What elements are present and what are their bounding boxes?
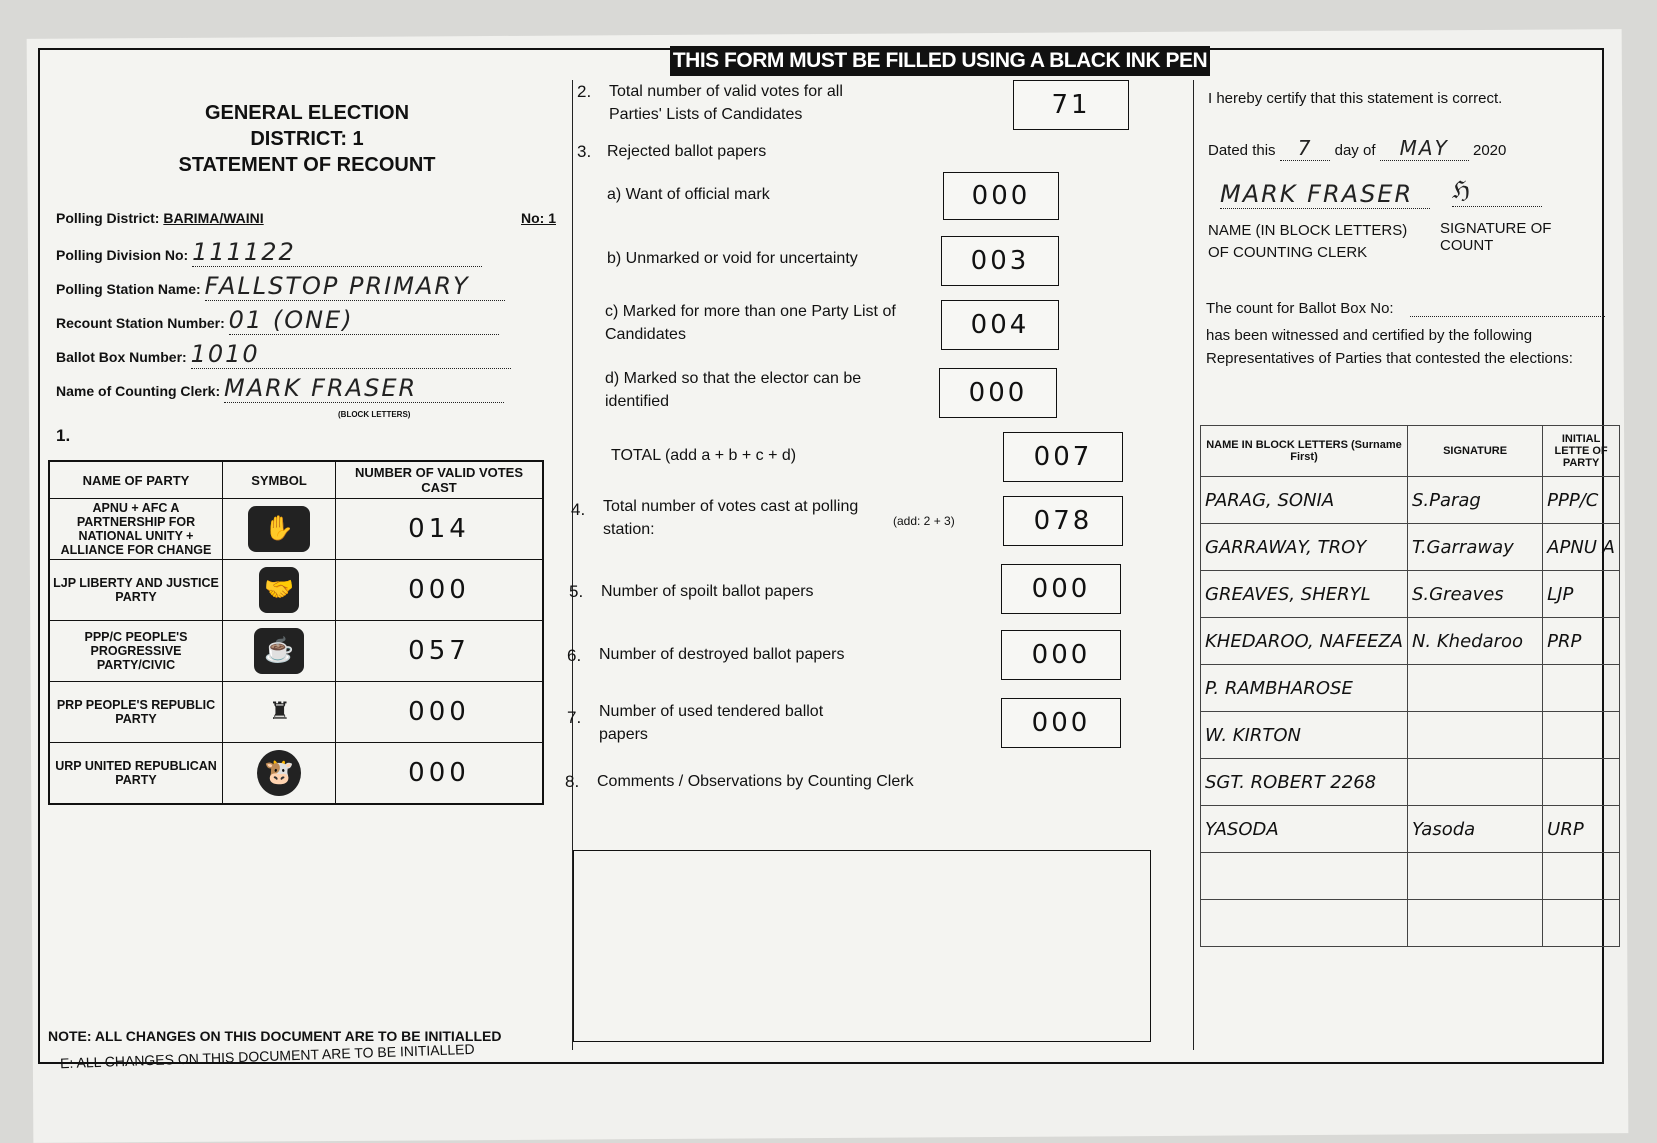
witness-statement: has been witnessed and certified by the following Representatives of Parties that contested the elections: [1206, 327, 1573, 367]
title-line-1: GENERAL ELECTION [204, 102, 410, 124]
rep-party[interactable]: PPP/C [1543, 477, 1620, 524]
rep-signature[interactable]: N. Khedaroo [1407, 618, 1542, 665]
cow-icon: 🐮 [257, 750, 301, 796]
identified-elector-box[interactable]: 000 [939, 368, 1057, 418]
form-title [48, 100, 566, 178]
dated-day[interactable]: 7 [1280, 136, 1331, 161]
table-row [1201, 806, 1620, 853]
item-7-text: Number of used tendered ballot papers [599, 703, 824, 743]
rep-name[interactable]: PARAG, SONIA [1201, 477, 1408, 524]
table-row [49, 560, 543, 621]
item-3-text: Rejected ballot papers [607, 143, 767, 160]
table-row [1201, 477, 1620, 524]
handshake-icon: 🤝 [259, 567, 299, 613]
rep-name[interactable] [1201, 853, 1408, 900]
rep-signature[interactable] [1407, 712, 1542, 759]
polling-division-field[interactable]: Polling Division No: 111122 [56, 238, 482, 267]
rep-signature[interactable]: T.Garraway [1407, 524, 1542, 571]
rep-party[interactable] [1543, 853, 1620, 900]
ink-instruction-banner: THIS FORM MUST BE FILLED USING A BLACK INK PEN [670, 46, 1210, 76]
item-2-text: Total number of valid votes for all Parties' Lists of Candidates [609, 83, 843, 123]
title-line-2: DISTRICT: 1 [250, 128, 364, 150]
rep-party[interactable] [1543, 900, 1620, 947]
rep-name[interactable]: W. KIRTON [1201, 712, 1408, 759]
rep-party[interactable]: LJP [1543, 571, 1620, 618]
destroyed-ballots-box[interactable]: 000 [1001, 630, 1121, 680]
item-2-number: 2. [577, 82, 592, 101]
header-rep-name: NAME IN BLOCK LETTERS (Surname First) [1201, 426, 1408, 477]
item-3a-text: a) Want of official mark [607, 186, 770, 203]
lamp-icon: ♜ [269, 698, 291, 725]
vote-count[interactable]: 014 [336, 499, 544, 560]
party-representatives-table [1200, 425, 1620, 947]
item-3-number: 3. [577, 142, 592, 161]
party-name: APNU + AFC A PARTNERSHIP FOR NATIONAL UNITY + ALLIANCE FOR CHANGE [49, 499, 223, 560]
item-6-text: Number of destroyed ballot papers [599, 646, 845, 663]
certify-statement: I hereby certify that this statement is correct. [1208, 90, 1503, 107]
table-row [1201, 759, 1620, 806]
party-table-header [49, 461, 543, 499]
rep-name[interactable]: KHEDAROO, NAFEEZA [1201, 618, 1408, 665]
ballot-box-field[interactable]: Ballot Box Number: 1010 [56, 340, 511, 369]
spoilt-ballots-box[interactable]: 000 [1001, 564, 1121, 614]
marked-multiple-box[interactable]: 004 [941, 300, 1059, 350]
hand-key-icon: ✋ [248, 506, 310, 552]
item-5-number: 5. [569, 582, 584, 601]
item-8-text: Comments / Observations by Counting Clerk [597, 773, 914, 790]
rep-name[interactable] [1201, 900, 1408, 947]
rep-party[interactable]: APNU A [1543, 524, 1620, 571]
item-4-add-hint: (add: 2 + 3) [893, 514, 955, 528]
polling-district-value: BARIMA/WAINI [163, 210, 264, 226]
vote-count[interactable]: 000 [336, 682, 544, 743]
signature-label: SIGNATURE OF COUNT [1440, 220, 1552, 254]
polling-station-field[interactable]: Polling Station Name: FALLSTOP PRIMARY [56, 272, 505, 301]
table-row [1201, 712, 1620, 759]
underlying-sheet-note: E: ALL CHANGES ON THIS DOCUMENT ARE TO BE INITIALLED [59, 1040, 475, 1072]
votes-cast-box[interactable]: 078 [1003, 496, 1123, 546]
item-6-number: 6. [567, 646, 582, 665]
polling-station-value: FALLSTOP PRIMARY [205, 272, 505, 301]
recount-station-value: 01 (ONE) [229, 306, 499, 335]
table-row [49, 621, 543, 682]
rep-party[interactable] [1543, 712, 1620, 759]
rep-signature[interactable]: Yasoda [1407, 806, 1542, 853]
rep-signature[interactable]: S.Parag [1407, 477, 1542, 524]
want-official-mark-box[interactable]: 000 [943, 172, 1059, 220]
item-3b-text: b) Unmarked or void for uncertainty [607, 250, 858, 267]
rep-name[interactable]: YASODA [1201, 806, 1408, 853]
section-1-number: 1. [56, 426, 71, 445]
vote-count[interactable]: 057 [336, 621, 544, 682]
clerk-name-value[interactable]: MARK FRASER [1220, 180, 1430, 209]
vote-count[interactable]: 000 [336, 743, 544, 805]
rep-signature[interactable]: S.Greaves [1407, 571, 1542, 618]
polling-district-field[interactable]: Polling District: BARIMA/WAINI No: 1 [56, 210, 556, 226]
party-name: PRP PEOPLE'S REPUBLIC PARTY [49, 682, 223, 743]
ballot-box-value: 1010 [191, 340, 511, 369]
reps-table-header [1201, 426, 1620, 477]
party-name: PPP/C PEOPLE'S PROGRESSIVE PARTY/CIVIC [49, 621, 223, 682]
rep-name[interactable]: SGT. ROBERT 2268 [1201, 759, 1408, 806]
rep-name[interactable]: GARRAWAY, TROY [1201, 524, 1408, 571]
item-8-number: 8. [565, 772, 580, 791]
party-votes-table [48, 460, 544, 805]
signature-scribble-icon: ℌ [1452, 176, 1473, 204]
rep-signature[interactable] [1407, 853, 1542, 900]
polling-division-value: 111122 [192, 238, 482, 267]
block-letters-hint: (BLOCK LETTERS) [338, 410, 411, 419]
dated-month[interactable]: MAY [1380, 136, 1469, 161]
comments-textarea[interactable] [573, 850, 1151, 1042]
vote-count[interactable]: 000 [336, 560, 544, 621]
rep-party[interactable] [1543, 759, 1620, 806]
table-row [1201, 524, 1620, 571]
rep-party[interactable] [1543, 665, 1620, 712]
header-symbol: SYMBOL [223, 461, 336, 499]
middle-column [565, 80, 1194, 1050]
rejected-total-box[interactable]: 007 [1003, 432, 1123, 482]
item-3d-text: d) Marked so that the elector can be identified [605, 370, 862, 410]
party-name: URP UNITED REPUBLICAN PARTY [49, 743, 223, 805]
rep-signature[interactable] [1407, 900, 1542, 947]
counting-clerk-value: MARK FRASER [224, 374, 504, 403]
item-7-number: 7. [567, 708, 582, 727]
title-line-3: STATEMENT OF RECOUNT [178, 154, 436, 176]
dated-line: Dated this 7 day of MAY 2020 [1208, 136, 1507, 160]
rep-party[interactable]: URP [1543, 806, 1620, 853]
table-row [1201, 618, 1620, 665]
rep-name[interactable]: GREAVES, SHERYL [1201, 571, 1408, 618]
header-rep-signature: SIGNATURE [1407, 426, 1542, 477]
cup-icon: ☕ [254, 628, 304, 674]
name-block-label: NAME (IN BLOCK LETTERS) OF COUNTING CLERK [1208, 222, 1408, 261]
left-column [48, 80, 566, 1050]
total-text: TOTAL (add a + b + c + d) [611, 447, 797, 464]
unmarked-void-box[interactable]: 003 [941, 236, 1059, 286]
table-row [49, 682, 543, 743]
table-row [49, 743, 543, 805]
table-row [1201, 900, 1620, 947]
rep-signature[interactable] [1407, 759, 1542, 806]
tendered-ballots-box[interactable]: 000 [1001, 698, 1121, 748]
item-4-number: 4. [571, 500, 586, 519]
header-party-name: NAME OF PARTY [49, 461, 223, 499]
counting-clerk-field[interactable]: Name of Counting Clerk: MARK FRASER [56, 374, 504, 403]
valid-votes-box[interactable]: 71 [1013, 80, 1129, 130]
recount-station-field[interactable]: Recount Station Number: 01 (ONE) [56, 306, 499, 335]
table-row [49, 499, 543, 560]
dated-year: 2020 [1473, 142, 1507, 159]
table-row [1201, 665, 1620, 712]
changes-note: NOTE: ALL CHANGES ON THIS DOCUMENT ARE TO BE INITIALLED [48, 1028, 502, 1044]
recount-form [38, 48, 1615, 1064]
header-rep-party: INITIAL LETTE OF PARTY [1543, 426, 1620, 477]
district-number: No: 1 [521, 210, 556, 226]
right-column [1200, 80, 1615, 1050]
item-3c-text: c) Marked for more than one Party List of Candidates [605, 303, 896, 343]
rep-party[interactable]: PRP [1543, 618, 1620, 665]
item-4-text: Total number of votes cast at polling station: [603, 498, 859, 538]
header-valid-votes: NUMBER OF VALID VOTES CAST [336, 461, 544, 499]
ballot-box-count-label: The count for Ballot Box No: [1206, 300, 1394, 317]
item-5-text: Number of spoilt ballot papers [601, 583, 814, 600]
rep-name[interactable]: P. RAMBHAROSE [1201, 665, 1408, 712]
clerk-signature[interactable] [1452, 176, 1542, 207]
count-ballot-box-field[interactable] [1410, 316, 1605, 317]
party-name: LJP LIBERTY AND JUSTICE PARTY [49, 560, 223, 621]
rep-signature[interactable] [1407, 665, 1542, 712]
table-row [1201, 853, 1620, 900]
table-row [1201, 571, 1620, 618]
